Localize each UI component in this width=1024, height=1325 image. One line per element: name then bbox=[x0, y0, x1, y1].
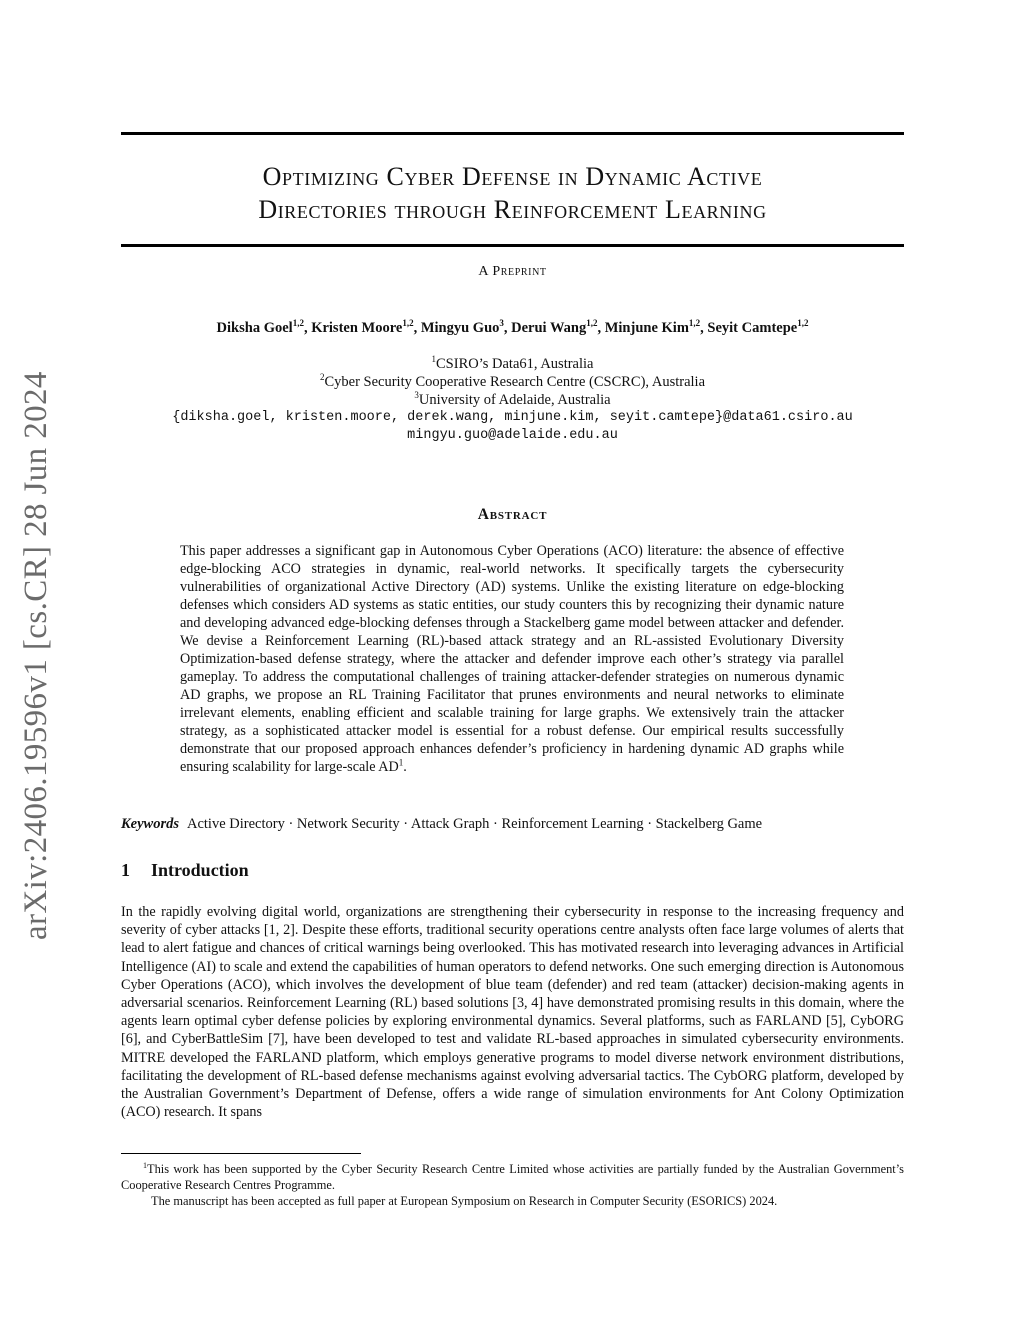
abstract-body bbox=[180, 542, 844, 776]
section-title: Introduction bbox=[151, 860, 249, 880]
affil-text: Cyber Security Cooperative Research Centre (CSCRC), Australia bbox=[324, 373, 706, 390]
footnote-rule bbox=[121, 1153, 361, 1154]
affil-text: University of Adelaide, Australia bbox=[418, 391, 611, 408]
title-line-2: Directories through Reinforcement Learning bbox=[258, 195, 767, 224]
affiliation-3 bbox=[121, 390, 904, 409]
keywords-label: Keywords bbox=[121, 816, 179, 832]
keywords-line bbox=[121, 816, 904, 833]
author-affil-sup: 1,2 bbox=[797, 318, 809, 328]
section-number: 1 bbox=[121, 860, 130, 880]
affil-sup: 1 bbox=[431, 354, 436, 364]
author-list: Diksha Goel$^{1,2}$, Kristen Moore$^{1,2}$, Mingyu Guo$^3$, Derui Wang$^{1,2}$, Minjune Kim$^{1,2}$, Seyit Camtepe$^{1,2}$ bbox=[216, 318, 809, 336]
email-line-2: mingyu.guo@adelaide.edu.au bbox=[407, 428, 618, 443]
affiliation-1 bbox=[121, 354, 904, 373]
title-bottom-rule bbox=[121, 244, 904, 247]
title-top-rule bbox=[121, 132, 904, 135]
keywords-text: Active Directory · Network Security · Attack Graph · Reinforcement Learning · Stackelberg Game bbox=[187, 816, 763, 832]
email-line-1: {diksha.goel, kristen.moore, derek.wang, minjune.kim, seyit.camtepe}@data61.csiro.au bbox=[172, 410, 853, 425]
title-line-1: Optimizing Cyber Defense in Dynamic Active bbox=[262, 162, 763, 191]
footnote-marker: 1 bbox=[398, 757, 404, 768]
abstract-text: This paper addresses a significant gap in Autonomous Cyber Operations (ACO) literature: the absence of effective edge-blocking ACO strategies in dynamic, real-world networks. It specifically targets the cybersecurity vulnerabilities of organizational Active Directory (AD) systems. Unlike the existing literature on edge-blocking defenses which considers AD systems as static entities, our study counters this by recognizing their dynamic nature and developing advanced edge-blocking defenses through a Stackelberg game model between attacker and defender. We devise a Reinforcement Learning (RL)-based attack strategy and an RL-assisted Evolutionary Diversity Optimization-based defense strategy, where the attacker and defender improve each other’s strategy via parallel gameplay. To address the computational challenges of training attacker-defender strategies on numerous dynamic AD graphs, we propose an RL Training Facilitator that prunes environments and neural networks to eliminate irrelevant elements, enabling efficient and scalable training for large graphs. We extensively train the attacker strategy, as a sophisticated attacker model is essential for a robust defense. Our empirical results successfully demonstrate that our proposed approach enhances defender’s proficiency in hardening dynamic AD graphs while ensuring scalability for large-scale AD bbox=[180, 543, 844, 775]
author-name: Derui Wang bbox=[511, 319, 587, 336]
author-affil-sup: 3 bbox=[499, 318, 504, 328]
author-affil-sup: 1,2 bbox=[688, 318, 701, 328]
paper-title bbox=[121, 160, 904, 226]
author-affil-sup: 1,2 bbox=[402, 318, 414, 328]
introduction-paragraph: In the rapidly evolving digital world, organizations are strengthening their cybersecurity in response to the increasing frequency and severity of cyber attacks [1, 2]. Despite these efforts, traditional security operations centre analysts often face large volumes of alerts that lead to alert fatigue and chances of critical warnings being overlooked. This has motivated research into leveraging advances in Artificial Intelligence (AI) to scale and extend the capabilities of human operators to defend networks. One such emerging direction is Autonomous Cyber Operations (ACO), which involves the development of blue team (defender) and red team (attacker) decision-making agents in adversarial scenarios. Reinforcement Learning (RL) based solutions [3, 4] have demonstrated promising results in this domain, where the agents learn optimal cyber defense policies by exploring environmental dynamics. Several platforms, such as FARLAND [5], CybORG [6], and CyberBattleSim [7], have been developed to test and validate RL-based approaches in simulated cybersecurity environments. MITRE developed the FARLAND platform, which employs generative programs to model diverse network environment distributions, facilitating the development of RL-based defense mechanisms against evolving adversarial tactics. The CybORG platform, developed by the Australian Government’s Department of Defense, offers a wide range of simulation environments for Ant Colony Optimization (ACO) research. It spans bbox=[121, 904, 904, 1121]
author-name: Seyit Camtepe bbox=[707, 319, 798, 336]
affil-sup: 2 bbox=[319, 372, 325, 382]
footnote-sup: 1 bbox=[143, 1161, 147, 1170]
author-name: Diksha Goel bbox=[216, 319, 293, 336]
footnote-1 bbox=[121, 1158, 904, 1193]
preprint-label: A Preprint bbox=[478, 264, 547, 279]
footnote-text: This work has been supported by the Cyber Security Research Centre Limited whose activities are partially funded by the Australian Government’s Cooperative Research Centres Programme. bbox=[121, 1162, 904, 1193]
author-affil-sup: 1,2 bbox=[586, 318, 598, 328]
affil-text: CSIRO’s Data61, Australia bbox=[436, 355, 594, 372]
affiliation-2 bbox=[121, 372, 904, 391]
footnote-2: The manuscript has been accepted as full paper at European Symposium on Research in Computer Security (ESORICS) 2024. bbox=[151, 1194, 778, 1208]
abstract-heading: Abstract bbox=[477, 506, 548, 523]
section-heading-introduction bbox=[121, 860, 904, 881]
arxiv-identifier: arXiv:2406.19596v1 [cs.CR] 28 Jun 2024 bbox=[18, 371, 54, 940]
abstract-end: . bbox=[403, 759, 407, 775]
author-name: Mingyu Guo bbox=[420, 319, 500, 336]
affil-sup: 3 bbox=[414, 390, 419, 400]
author-name: Minjune Kim bbox=[604, 319, 689, 336]
author-name: Kristen Moore bbox=[311, 319, 403, 336]
author-affil-sup: 1,2 bbox=[292, 318, 304, 328]
